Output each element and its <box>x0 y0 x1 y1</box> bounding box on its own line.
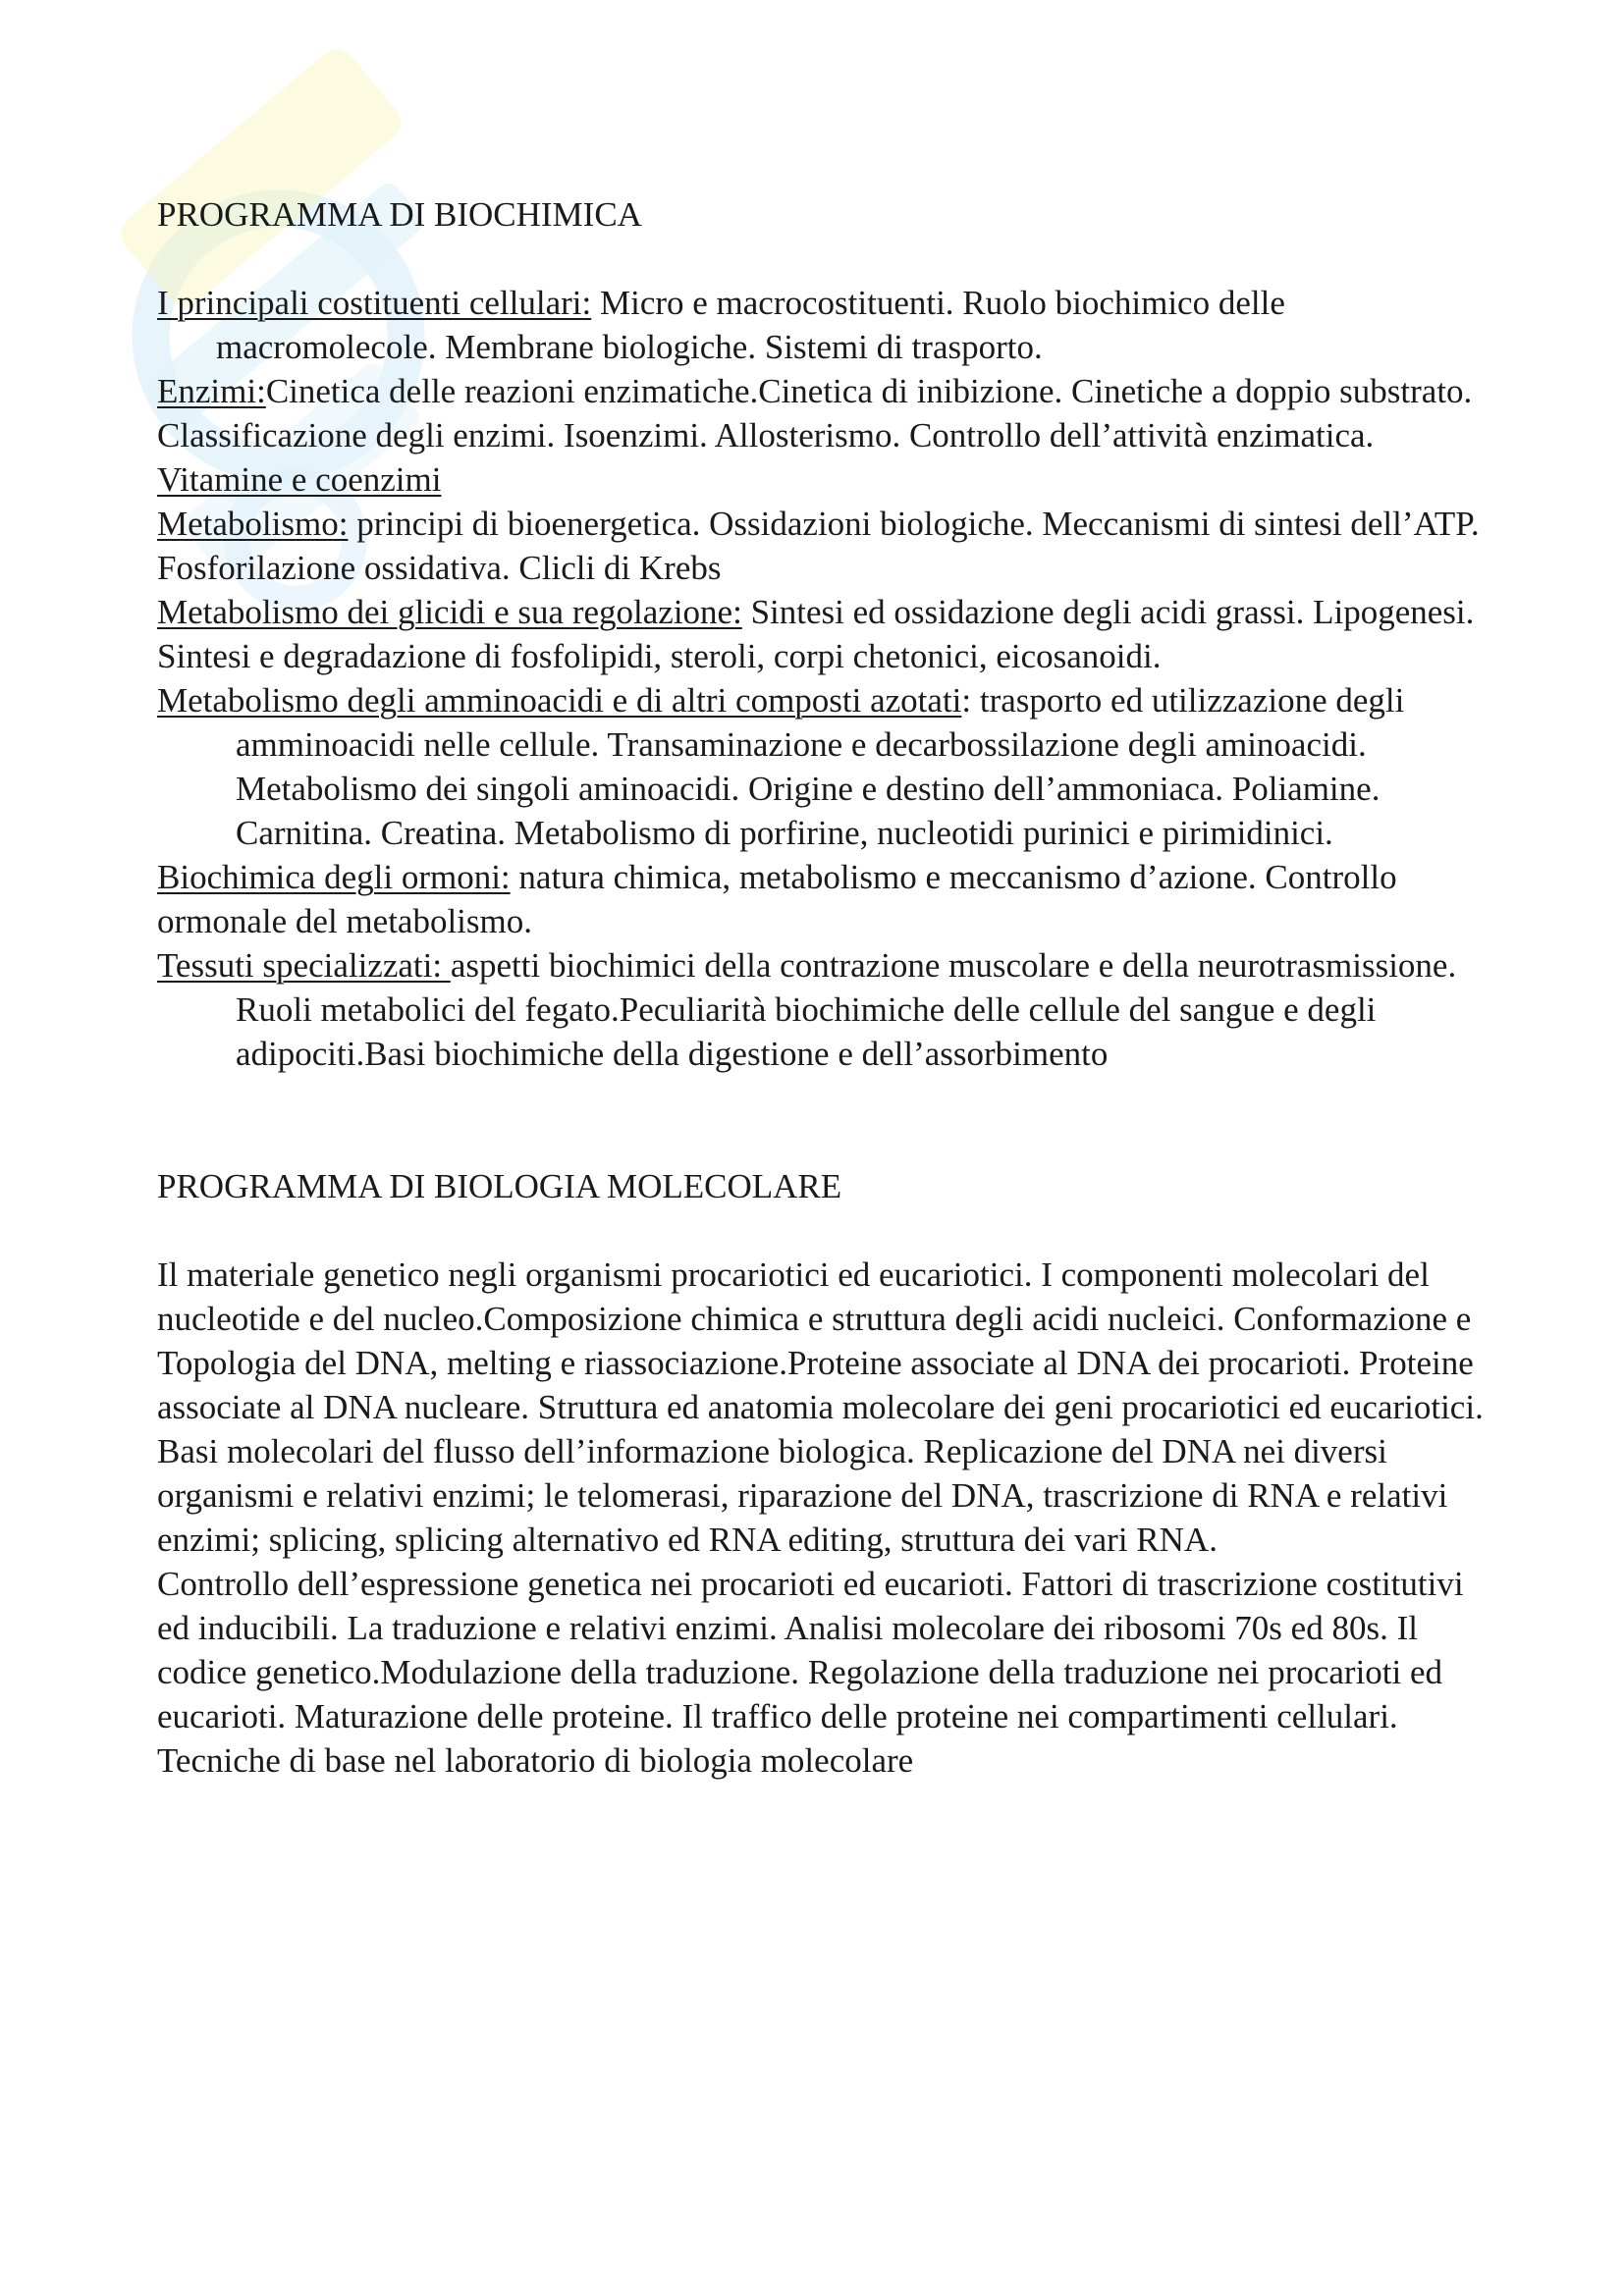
entry-text: aspetti biochimici della contrazione muscolare e della neurotrasmissione. Ruoli metabolici del fegato.Peculiarità biochimiche delle cellule del sangue e degli adipociti.Basi biochimiche della digestione e dell’assorbimento <box>236 946 1457 1073</box>
entry-text: natura chimica, metabolismo e meccanismo d’azione. Controllo ormonale del metabolismo. <box>157 858 1397 940</box>
entry-heading: Metabolismo degli amminoacidi e di altri composti azotati <box>157 681 962 720</box>
entry-vitamine <box>157 457 1492 502</box>
entry-heading: I principali costituenti cellulari: <box>157 284 592 322</box>
entry-costituenti <box>157 281 1492 369</box>
entry-enzimi <box>157 369 1492 457</box>
entry-heading: Tessuti specializzati: <box>157 946 451 985</box>
paragraph: Tecniche di base nel laboratorio di biologia molecolare <box>157 1741 914 1780</box>
section-title-biochimica: PROGRAMMA DI BIOCHIMICA <box>157 195 642 234</box>
section-biologia <box>157 1253 1492 1783</box>
entry-heading: Metabolismo dei glicidi e sua regolazione: <box>157 593 742 631</box>
entry-text: Cinetica delle reazioni enzimatiche.Cinetica di inibizione. Cinetiche a doppio substrato. Classificazione degli enzimi. Isoenzimi. Allosterismo. Controllo dell’attività enzimatica. <box>157 372 1473 454</box>
entry-ormoni <box>157 855 1492 943</box>
entry-heading: Metabolismo: <box>157 505 349 543</box>
document-page <box>157 192 1492 1783</box>
entry-heading: Biochimica degli ormoni: <box>157 858 511 896</box>
entry-text: Micro e macrocostituenti. Ruolo biochimico delle <box>591 284 1285 322</box>
section-biochimica <box>157 281 1492 1076</box>
entry-heading: Enzimi: <box>157 372 266 410</box>
entry-tessuti <box>157 943 1492 1076</box>
entry-text-continued: macromolecole. Membrane biologiche. Sistemi di trasporto. <box>216 328 1043 366</box>
section-title-biologia: PROGRAMMA DI BIOLOGIA MOLECOLARE <box>157 1167 842 1205</box>
entry-amminoacidi <box>157 678 1492 855</box>
paragraph: Il materiale genetico negli organismi procariotici ed eucariotici. I componenti molecolari del nucleotide e del nucleo.Composizione chimica e struttura degli acidi nucleici. Conformazione e Topologia del DNA, melting e riassociazione.Proteine associate al DNA dei procarioti. Proteine associate al DNA nucleare. Struttura ed anatomia molecolare dei geni procariotici ed eucariotici. Basi molecolari del flusso dell’informazione biologica. Replicazione del DNA nei diversi organismi e relativi enzimi; le telomerasi, riparazione del DNA, trascrizione di RNA e relativi enzimi; splicing, splicing alternativo ed RNA editing, struttura dei vari RNA. <box>157 1255 1484 1559</box>
entry-heading: Vitamine e coenzimi <box>157 460 442 499</box>
entry-text: principi di bioenergetica. Ossidazioni biologiche. Meccanismi di sintesi dell’ATP. Fosforilazione ossidativa. Clicli di Krebs <box>157 505 1480 587</box>
paragraph: Controllo dell’espressione genetica nei procarioti ed eucarioti. Fattori di trascrizione costitutivi ed inducibili. La traduzione e relativi enzimi. Analisi molecolare dei ribosomi 70s ed 80s. Il codice genetico.Modulazione della traduzione. Regolazione della traduzione nei procarioti ed eucarioti. Maturazione delle proteine. Il traffico delle proteine nei compartimenti cellulari. <box>157 1565 1464 1735</box>
entry-text: Sintesi ed ossidazione degli acidi grassi. Lipogenesi. Sintesi e degradazione di fosfolipidi, steroli, corpi chetonici, eicosanoidi. <box>157 593 1475 675</box>
entry-text: : trasporto ed utilizzazione degli amminoacidi nelle cellule. Transaminazione e decarbossilazione degli aminoacidi. Metabolismo dei singoli aminoacidi. Origine e destino dell’ammoniaca. Poliamine. Carnitina. Creatina. Metabolismo di porfirine, nucleotidi purinici e pirimidinici. <box>236 681 1405 852</box>
entry-glicidi <box>157 590 1492 678</box>
entry-metabolismo <box>157 502 1492 590</box>
